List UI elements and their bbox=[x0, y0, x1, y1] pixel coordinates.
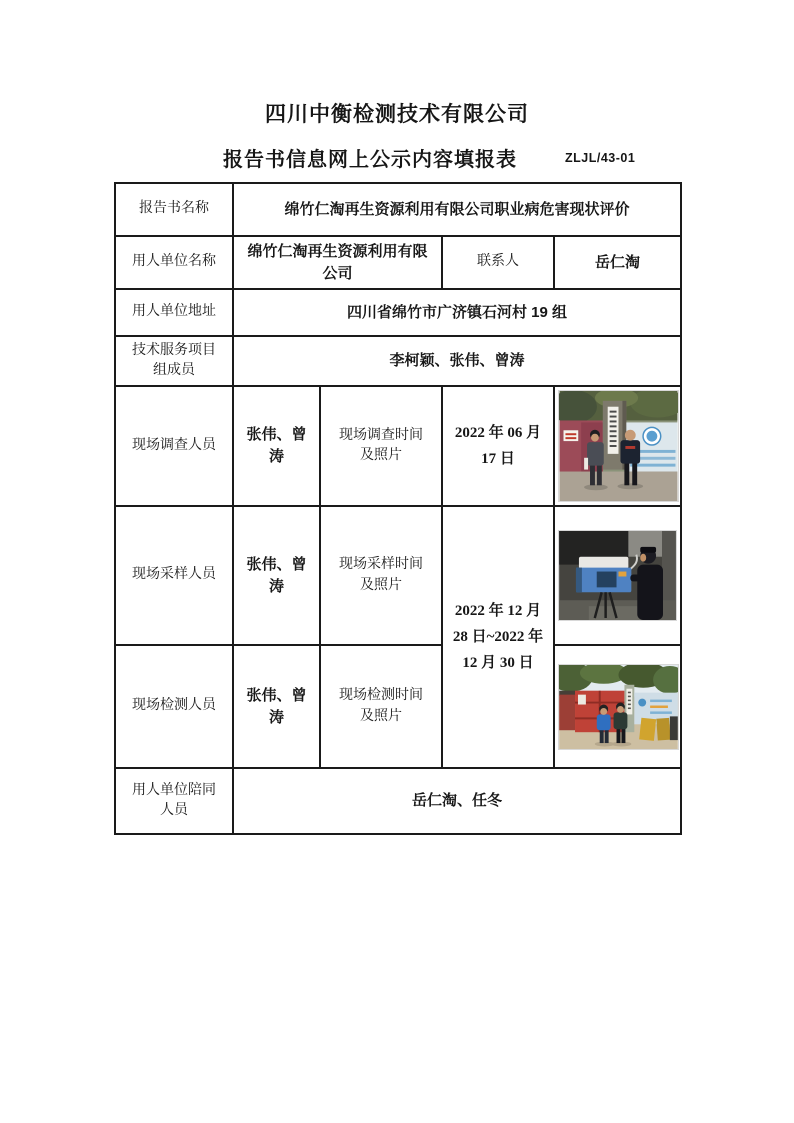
sampling-testing-time-value: 2022 年 12 月 28 日~2022 年 12 月 30 日 bbox=[442, 506, 554, 768]
sampling-site-photo bbox=[558, 530, 677, 621]
row-survey bbox=[115, 386, 681, 506]
sampling-time-label: 现场采样时间及照片 bbox=[320, 506, 442, 645]
report-info-table bbox=[114, 182, 682, 835]
testing-site-photo bbox=[558, 664, 679, 750]
team-members-value: 李柯颖、张伟、曾涛 bbox=[233, 336, 681, 386]
survey-time-value: 2022 年 06 月 17 日 bbox=[442, 386, 554, 506]
survey-photo-cell bbox=[554, 386, 681, 506]
row-report-name bbox=[115, 183, 681, 236]
row-employer-name bbox=[115, 236, 681, 289]
survey-personnel-value: 张伟、曾涛 bbox=[233, 386, 320, 506]
report-name-value: 绵竹仁淘再生资源利用有限公司职业病危害现状评价 bbox=[233, 183, 681, 236]
testing-time-label: 现场检测时间及照片 bbox=[320, 645, 442, 768]
report-name-label: 报告书名称 bbox=[115, 183, 233, 236]
row-sampling bbox=[115, 506, 681, 645]
testing-photo-cell bbox=[554, 645, 681, 768]
row-team-members bbox=[115, 336, 681, 386]
row-accompany bbox=[115, 768, 681, 834]
accompany-personnel-label: 用人单位陪同人员 bbox=[115, 768, 233, 834]
survey-time-label: 现场调查时间及照片 bbox=[320, 386, 442, 506]
form-code: ZLJL/43-01 bbox=[565, 151, 636, 165]
testing-personnel-value: 张伟、曾涛 bbox=[233, 645, 320, 768]
sampling-personnel-value: 张伟、曾涛 bbox=[233, 506, 320, 645]
employer-name-value: 绵竹仁淘再生资源利用有限公司 bbox=[233, 236, 442, 289]
survey-site-photo bbox=[558, 390, 679, 502]
sampling-personnel-label: 现场采样人员 bbox=[115, 506, 233, 645]
survey-personnel-label: 现场调查人员 bbox=[115, 386, 233, 506]
employer-address-value: 四川省绵竹市广济镇石河村 19 组 bbox=[233, 289, 681, 336]
company-title: 四川中衡检测技术有限公司 bbox=[265, 103, 529, 126]
contact-value: 岳仁淘 bbox=[554, 236, 681, 289]
accompany-personnel-value: 岳仁淘、任冬 bbox=[233, 768, 681, 834]
employer-name-label: 用人单位名称 bbox=[115, 236, 233, 289]
form-title: 报告书信息网上公示内容填报表 bbox=[223, 149, 517, 171]
team-members-label: 技术服务项目组成员 bbox=[115, 336, 233, 386]
employer-address-label: 用人单位地址 bbox=[115, 289, 233, 336]
contact-label: 联系人 bbox=[442, 236, 554, 289]
row-testing bbox=[115, 645, 681, 768]
sampling-photo-cell bbox=[554, 506, 681, 645]
testing-personnel-label: 现场检测人员 bbox=[115, 645, 233, 768]
row-employer-address bbox=[115, 289, 681, 336]
